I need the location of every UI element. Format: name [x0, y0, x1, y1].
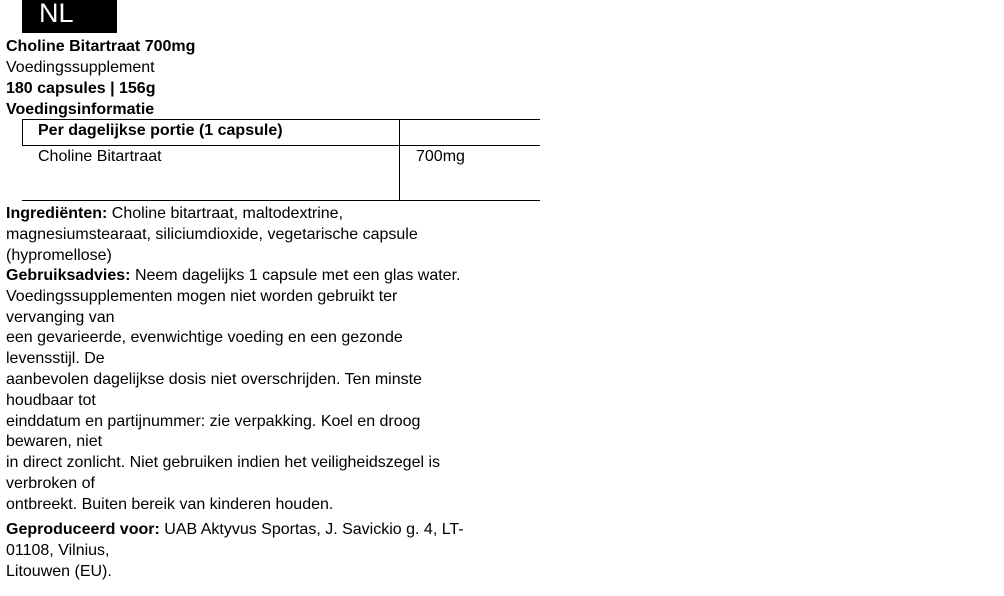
table-header-divider: [22, 145, 540, 146]
ingredients-line: (hypromellose): [6, 246, 112, 264]
table-column-divider: [399, 119, 400, 200]
table-header-cell: Per dagelijkse portie (1 capsule): [38, 122, 283, 139]
manufacturer-label: Geproduceerd voor:: [6, 521, 160, 538]
table-cell-nutrient: Choline Bitartraat: [38, 148, 162, 165]
usage-section: [6, 266, 546, 516]
usage-line: verbroken of: [6, 474, 95, 492]
table-left-border: [22, 119, 23, 145]
usage-line: einddatum en partijnummer: zie verpakking. Koel en droog: [6, 412, 421, 430]
usage-line: een gevarieerde, evenwichtige voeding en een gezonde: [6, 329, 403, 347]
usage-line: bewaren, niet: [6, 433, 103, 451]
ingredients-line: magnesiumstearaat, siliciumdioxide, vegetarische capsule: [6, 225, 418, 243]
manufacturer-line: Litouwen (EU).: [6, 562, 112, 580]
usage-line: levensstijl. De: [6, 350, 105, 368]
ingredients-line: Ingrediënten: Choline bitartraat, maltodextrine,: [6, 205, 344, 222]
table-bottom-border: [22, 200, 540, 201]
language-badge-text: NL: [39, 0, 74, 28]
usage-label: Gebruiksadvies:: [6, 267, 131, 284]
manufacturer-section: [6, 520, 546, 582]
product-type: Voedingssupplement: [6, 59, 155, 76]
manufacturer-line: 01108, Vilnius,: [6, 541, 110, 559]
table-top-border: [22, 119, 540, 120]
usage-line: Gebruiksadvies: Neem dagelijks 1 capsule met een glas water.: [6, 267, 461, 284]
usage-line: Voedingssupplementen mogen niet worden gebruikt ter: [6, 287, 398, 305]
usage-line: in direct zonlicht. Niet gebruiken indien het veiligheidszegel is: [6, 454, 441, 472]
manufacturer-line: Geproduceerd voor: UAB Aktyvus Sportas, J. Savickio g. 4, LT-: [6, 521, 464, 538]
product-name: Choline Bitartraat 700mg: [6, 38, 196, 55]
ingredients-label: Ingrediënten:: [6, 205, 108, 222]
usage-line: ontbreekt. Buiten bereik van kinderen houden.: [6, 495, 334, 513]
product-contents: 180 capsules | 156g: [6, 80, 156, 97]
table-cell-amount: 700mg: [416, 148, 465, 165]
language-badge: [22, 0, 117, 33]
usage-line: aanbevolen dagelijkse dosis niet overschrijden. Ten minste: [6, 370, 422, 388]
usage-line: vervanging van: [6, 308, 115, 326]
usage-line: houdbaar tot: [6, 391, 96, 409]
nutrition-title: Voedingsinformatie: [6, 101, 155, 118]
ingredients-section: [6, 204, 546, 266]
